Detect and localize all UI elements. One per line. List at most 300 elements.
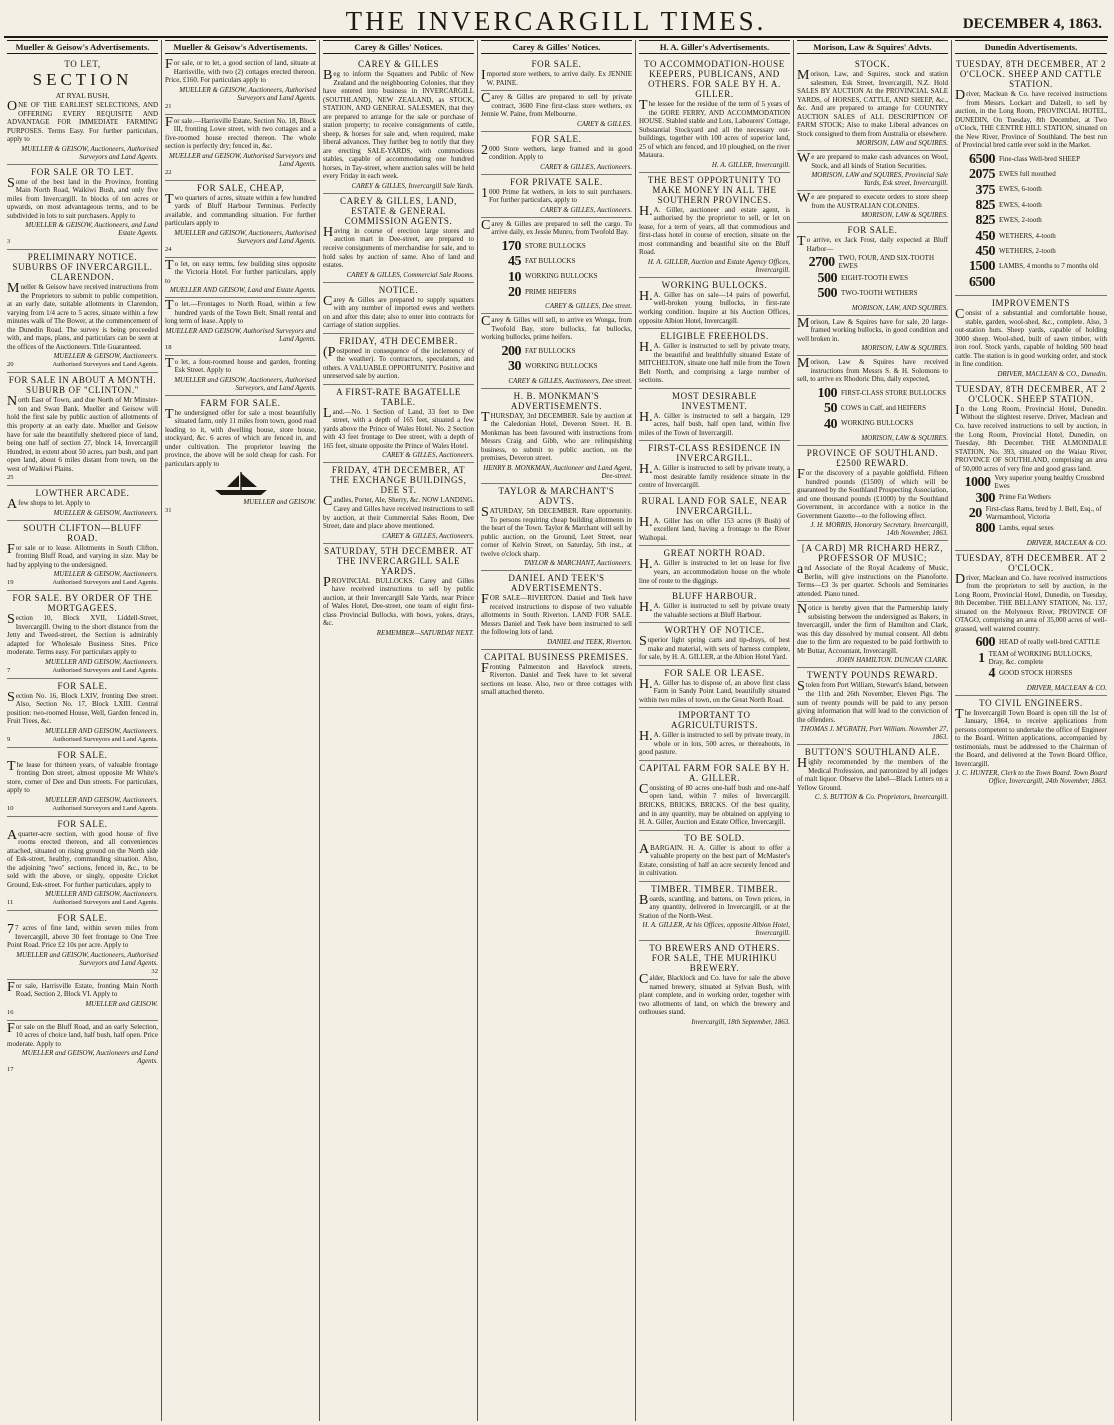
stock-lot <box>797 417 948 432</box>
lot-quantity: 30 <box>508 359 521 375</box>
ad-signature: MUELLER & GEISOW, Auctioneers, Authorised Surveyors and Land Agents. <box>21 144 158 161</box>
lot-description: WORKING BULLOCKS <box>525 362 598 371</box>
advertisement <box>797 57 948 151</box>
column-heading: H. A. Giller's Advertisements. <box>639 40 790 54</box>
ad-signature: J. C. HUNTER, Clerk to the Town Board. Town Board Office, Invercargill, 24th November, 1863. <box>955 769 1107 786</box>
ad-signature: MORISON, LAW, AND SQUIRES. <box>851 303 948 312</box>
ad-heading: SATURDAY, 5TH DECEMBER. AT THE INVERCARGILL SALE YARDS. <box>324 545 473 576</box>
ad-footer-note: Authorised Surveyors and Land Agents. <box>52 361 158 369</box>
ad-body: To arrive, ex Jack Frost, daily expected at Bluff Harbor— <box>797 234 948 253</box>
ad-ref-number: 10 <box>7 804 14 812</box>
ad-body: Consist of a substantial and comfortable house, stable, garden, wool-shed, &c., complete. Also, 3 out-station huts. Sheep yards, capable of holding 3000 sheep. Wool-shed, built of sawn timber, with iron roof. Stock yards, capable of holding 500 head cattle. The station is in good working order, and stock in fine condition. <box>955 307 1107 369</box>
lot-description: FAT BULLOCKS <box>525 346 576 355</box>
ad-heading: THE BEST OPPORTUNITY TO MAKE MONEY IN ALL THE SOUTHERN PROVINCES. <box>647 174 782 205</box>
ad-body: In the Long Room, Provincial Hotel, Dunedin. Without the slightest reserve. Driver, Maclean and Co. have received instructions to sell by auction, in the Long Room, Provincial Hotel, Dunedin, on Tuesday, 8th December. THE ALMONDALE STATION, No. 393, situated on the Waiau River, PROVINCE OF SOUTHLAND, comprising an area of 50,000 acres of very fine and good grass land. <box>955 402 1107 473</box>
ad-heading: TAYLOR & MARCHANT'S ADVTS. <box>498 485 615 506</box>
lot-description: HEAD of really well-bred CATTLE <box>999 638 1101 647</box>
stock-lot <box>797 286 948 301</box>
advertisement <box>165 396 316 519</box>
lot-description: PRIME HEIFERS <box>525 287 577 296</box>
ad-footer-note: 32 <box>151 967 158 975</box>
ad-heading: H. B. MONKMAN'S ADVERTISEMENTS. <box>510 390 603 411</box>
ad-heading: TUESDAY, 8TH DECEMBER, AT 2 O'CLOCK. SHEEP AND CATTLE STATION. <box>955 59 1107 89</box>
ad-body: Afew shops to let. Apply to <box>7 497 91 513</box>
ad-heading: STOCK. <box>854 59 891 69</box>
ad-heading: IMPORTANT TO AGRICULTURISTS. <box>671 710 758 731</box>
ad-heading: TO LET, <box>64 59 101 69</box>
advertisement <box>481 571 632 650</box>
advertisement <box>797 223 948 315</box>
advertisement <box>481 650 632 700</box>
advertisement <box>639 389 790 442</box>
ad-display-title: SECTION <box>32 70 133 89</box>
advertisement <box>639 441 790 494</box>
lot-quantity: 20 <box>508 285 521 301</box>
ad-footer <box>7 361 158 369</box>
ad-heading: FRIDAY, 4TH DECEMBER. <box>339 335 458 346</box>
column-heading: Carey & Gilles' Notices. <box>323 40 474 54</box>
lot-quantity: 500 <box>817 270 837 286</box>
lot-description: WORKING BULLOCKS <box>841 419 914 428</box>
advertisement <box>639 666 790 709</box>
ad-heading: FIRST-CLASS RESIDENCE IN INVERCARGILL. <box>648 443 781 464</box>
ad-body: Mueller & Geisow have received instructions from the Proprietors to submit to public competition, at an early date, suitable allotments in Clarendon, varying from 1/4 acre to 5 acres, situate within a few minutes walk of The Bower, at the commencement of the Dunedin Road. The survey is being proceeded with, and maps, plans, and particulars can be seen at the offices of the Auctioneers. Title Guaranteed. <box>7 281 158 351</box>
ad-body: Superior light spring carts and tip-drays, of best make and material, with sets of harness complete, for sale, by H. A. GILLER, at the Albion Hotel Yard. <box>639 634 790 662</box>
ad-body: The lessee for the residue of the term of 5 years of the GORE FERRY, AND ACCOMMODATION HOUSE. Stabled stable and Lots, Labourers' Cottage, Substantial Stockyard and all the necessary out-buildings, together with 100 acres of superior land, 25 of which are fenced, and 10 ploughed, on the river Mataura. <box>639 98 790 160</box>
stock-lot <box>955 183 1107 198</box>
lot-description: COWS in Calf, and HEIFERS <box>841 404 926 413</box>
ad-signature: MUELLER AND GEISOW, Authorised Surveyors and Land Agents. <box>165 326 316 343</box>
ad-body: For sale.—Harrisville Estate, Section No. 18, Block III, fronting Lowe street, with two cottages and a five-roomed house erected thereon. The whole section is perfectly dry; fenced in, &c. <box>165 114 316 151</box>
ad-signature: Invercargill, 18th September, 1863. <box>691 1017 790 1026</box>
ad-heading: FOR SALE, CHEAP, <box>196 182 285 193</box>
ad-heading: NOTICE. <box>378 284 419 295</box>
ad-footer <box>7 736 158 744</box>
stock-lot <box>481 254 632 269</box>
stock-lot <box>481 285 632 300</box>
ad-subtitle: AT RYAL BUSH, <box>55 91 110 100</box>
advertisement <box>639 882 790 942</box>
ad-body: Having in course of erection large stores and auction mart in Dee-street, are prepared to receive consignments of merchandise for sale, and to hold sales by auction of same. Also of land and estates. <box>323 224 474 270</box>
ad-body: For sale, or to let, a good section of land, situate at Harrisville, with two (2) cottages erected thereon. Price, £160. For particulars apply to <box>165 57 316 85</box>
ad-heading: FOR SALE OR LEASE. <box>664 667 765 678</box>
lot-description: FAT BULLOCKS <box>525 257 576 266</box>
ad-body: H.A. Giller is instructed to let on lease for five years, an accommodation house on the whole line of route to the diggings. <box>639 557 790 585</box>
ad-ref-number: 21 <box>165 102 172 110</box>
ad-ref-number: 17 <box>7 1066 14 1074</box>
ad-body: H.A. Giller is instructed to sell by private treaty, the beautiful and healthfully situated Estate of MITCHELTON, situate one half mile from the Town Belt North, and comprising a large number of sections. <box>639 340 790 385</box>
advertisement <box>639 589 790 623</box>
ad-body: Morison, Law & Squires have for sale, 20 large-framed working bullocks, in good condition and well broken in. <box>797 315 948 343</box>
ad-heading: TIMBER. TIMBER. TIMBER. <box>651 883 778 894</box>
lot-quantity: 300 <box>975 490 995 506</box>
ad-heading: TO CIVIL ENGINEERS. <box>979 697 1083 708</box>
ad-heading: IMPROVEMENTS <box>991 298 1071 309</box>
ad-ref-number: 19 <box>7 579 14 587</box>
ad-signature: H. A. GILLER, Auction and Estate Agency Offices, Invercargill. <box>647 257 790 274</box>
ad-ref-number: 31 <box>165 507 172 515</box>
column-4 <box>478 40 636 1421</box>
ad-body: 77 acres of fine land, within seven miles from Invercargill, above 30 feet frontage to One Tree Point Road. Price £2 10s per acre. Apply to <box>7 922 158 950</box>
lot-quantity: 800 <box>975 521 995 537</box>
ad-signature: MUELLER & GEISOW, Auctioneers, and Land Estate Agents. <box>25 221 158 238</box>
masthead <box>4 4 1108 38</box>
ad-signature: CAREY & GILLES, Auctioneers. <box>540 205 632 214</box>
ad-heading: FOR SALE. <box>57 818 108 829</box>
stock-lot-list <box>955 475 1107 537</box>
ad-body: For sale on the Bluff Road, and an early Selection, 10 acres of choice land, half bush, half open. Price moderate. Apply to <box>7 1020 158 1048</box>
ad-footer <box>165 246 316 254</box>
stock-lot-list <box>481 344 632 375</box>
ad-body: For the discovery of a payable goldfield. Fifteen hundred pounds (£1500) of which will be guaranteed by the Southland Prospecting Association, and one thousand pounds (£1000) by the Southland Government, in accordance with a notice in the Government Gazette—to the following effect. <box>797 466 948 520</box>
ad-footer <box>7 968 158 976</box>
newspaper-columns <box>4 40 1110 1421</box>
advertisement <box>323 283 474 334</box>
ad-heading: WORKING BULLOCKS. <box>661 279 768 290</box>
newspaper-title: THE INVERCARGILL TIMES. <box>345 6 767 36</box>
advertisement <box>323 544 474 640</box>
ad-signature: CAREY & GILLES, Auctioneers. <box>540 162 632 171</box>
ad-footer-note: Authorised Surveyors and Land Agents. <box>52 899 158 907</box>
ad-body: Two quarters of acres, situate within a few hundred yards of Bluff Harbour Terminus. Perfectly available, and commanding situation. For further particulars apply to <box>165 191 316 228</box>
stock-lot <box>955 213 1107 228</box>
advertisement <box>955 57 1107 296</box>
ad-body: To let, a four-roomed house and garden, fronting Esk Street. Apply to <box>165 355 316 375</box>
ad-signature: MUELLER AND GEISOW, Land and Estate Agents. <box>169 286 316 295</box>
advertisement <box>797 316 948 357</box>
ad-heading: PROVINCE OF SOUTHLAND. £2500 REWARD. <box>806 447 939 468</box>
lot-quantity: 100 <box>817 385 837 401</box>
lot-description: Very superior young healthy Crossbred Ewes <box>994 474 1105 490</box>
lot-quantity: 500 <box>817 286 837 302</box>
ad-body: FOR SALE—RIVERTON. Daniel and Teek have received instructions to dispose of two valuable allotments in South Riverton. LAND FOR SALE. Messrs Daniel and Teek have been instructed to sell the following lots of land. <box>481 592 632 637</box>
advertisement <box>797 191 948 223</box>
ad-signature: DRIVER, MACLEAN & CO. <box>1026 683 1107 692</box>
stock-lot <box>955 475 1107 490</box>
column-heading: Carey & Gilles' Notices. <box>481 40 632 54</box>
lot-description: EWES, 4-tooth <box>999 200 1042 209</box>
column-3 <box>320 40 478 1421</box>
column-7 <box>952 40 1110 1421</box>
ad-heading: MOST DESIRABLE INVESTMENT. <box>672 390 757 411</box>
ad-heading: TWENTY POUNDS REWARD. <box>806 670 938 681</box>
ad-heading: CAREY & GILLES, LAND, ESTATE & GENERAL COMMISSION AGENTS. <box>339 195 457 226</box>
ad-signature: MUELLER and GEISOW, Auctioneers and Land Agents. <box>21 1049 158 1066</box>
advertisement <box>323 57 474 194</box>
stock-lot <box>955 635 1107 650</box>
advertisement <box>481 175 632 218</box>
ad-heading: FOR SALE OR TO LET. <box>31 166 134 177</box>
column-heading: Morison, Law & Squires' Advts. <box>797 40 948 54</box>
ad-signature: DRIVER, MACLEAN & CO., Dunedin. <box>997 369 1107 378</box>
ad-body: To let.—Frontages to North Road, within a few hundred yards of the Town Belt. Small rental and long term of lease. Apply to <box>165 298 316 326</box>
ad-heading: CAPITAL BUSINESS PREMISES. <box>484 651 629 662</box>
ad-signature: H. A. GILLER, Invercargill. <box>711 160 790 169</box>
ad-signature: MORISON, LAW and SQUIRES. <box>856 139 948 148</box>
ad-signature: MORISON, LAW & SQUIRES. <box>861 433 948 442</box>
lot-quantity: 170 <box>501 238 521 254</box>
ad-signature: MUELLER & GEISOW, Auctioneers. <box>53 352 158 361</box>
advertisement <box>7 679 158 748</box>
advertisement <box>797 745 948 804</box>
stock-lot <box>955 152 1107 167</box>
lot-description: GOOD STOCK HORSES <box>999 669 1073 678</box>
advertisement <box>639 494 790 547</box>
ad-body: Carey & Gilles are prepared to sell by private contract, 3600 Fine first-class store wethers, ex Jennie W. Paine, from Melbourne. <box>481 91 632 119</box>
lot-quantity: 6500 <box>969 151 995 167</box>
ad-body: and Associate of the Royal Academy of Music, Berlin, will give instructions on the Pianoforte. Terms—£3 3s per quarter. Schools and Seminaries attended. Piano tuned. <box>797 562 948 598</box>
ad-body: Morison, Law & Squires have received instructions from Messrs S. & H. Solomons to sell, to arrive ex Rhodoric Dhu, daily expected, <box>797 356 948 384</box>
advertisement <box>323 194 474 283</box>
lot-description: TWO, FOUR, AND SIX-TOOTH EWES <box>838 254 934 271</box>
lot-description: Lambs, equal sexes <box>999 524 1054 533</box>
stock-lot <box>955 229 1107 244</box>
stock-lot <box>955 651 1107 666</box>
advertisement <box>481 389 632 484</box>
lot-description: LAMBS, 4 months to 7 months old <box>999 262 1098 271</box>
lot-quantity: 2075 <box>969 167 995 183</box>
stock-lot <box>955 666 1107 681</box>
stock-lot-list <box>955 635 1107 681</box>
advertisement <box>639 761 790 831</box>
ad-heading: FOR SALE. <box>57 680 108 691</box>
ad-body: Driver, Maclean and Co. have received instructions from the proprietors to sell by auction, in the Long Room, Provincial Hotel, Dunedin, on Tuesday, 8th December. THE BELLANY STATION, No. 137, situated on the Molyneux River, PROVINCE OF OTAGO, comprising an area of 35,000 acres of well-grassed, well watered country. <box>955 571 1107 633</box>
ad-footer <box>165 344 316 352</box>
ad-ref-number: 24 <box>165 245 172 253</box>
ad-body: 2000 Store wethers, large framed and in good condition. Apply to <box>481 142 632 162</box>
ad-heading: TO ACCOMMODATION-HOUSE KEEPERS, PUBLICANS, AND OTHERS. FOR SALE BY H. A. GILLER. <box>644 59 785 99</box>
ad-body: H.A. Giller has on sale—14 pairs of powerful, well-broken young bullocks, in first-rate working condition. Inquire at his Auction Offices, opposite Albion Hotel, Invercargill. <box>639 288 790 325</box>
lot-quantity: 45 <box>508 254 521 270</box>
ad-heading: CAREY & GILLES <box>357 59 440 69</box>
ad-ref-number: 3 <box>7 238 11 246</box>
advertisement <box>481 132 632 175</box>
ad-signature: CAREY & GILLES, Auctioneers, Dee street. <box>508 376 632 385</box>
ad-heading: PRELIMINARY NOTICE. SUBURBS OF INVERCARGILL. CLARENDON. <box>12 252 153 283</box>
advertisement <box>797 541 948 602</box>
stock-lot <box>797 271 948 286</box>
advertisement <box>165 298 316 356</box>
ad-signature: MUELLER AND GEISOW, Auctioneers. <box>45 795 158 804</box>
ad-signature: MUELLER AND GEISOW, Auctioneers. <box>45 726 158 735</box>
ad-body: H.A. Giller, auctioneer and estate agent, is authorised by the proprietor to sell, or let on lease, for a term of years, all that commodious and first-class hotel in course of erection, situate on the most commanding and beautiful site on the Bluff Road. <box>639 203 790 257</box>
ad-footer <box>7 579 158 587</box>
lot-description: TEAM of WORKING BULLOCKS, Dray, &c. complete <box>988 649 1092 666</box>
advertisement <box>797 602 948 668</box>
lot-quantity: 4 <box>988 666 995 682</box>
lot-quantity: 2700 <box>808 255 835 271</box>
advertisement <box>165 356 316 396</box>
stock-lot <box>955 491 1107 506</box>
lot-quantity: 1500 <box>969 259 995 275</box>
ad-signature: J. H. MORRIS, Honorary Secretary. Invercargill, 14th November, 1863. <box>810 521 948 538</box>
ad-signature: MUELLER and GEISOW, Auctioneers, Authorised Surveyors, and Land Agents. <box>174 375 316 392</box>
column-heading: Mueller & Geisow's Advertisements. <box>165 40 316 54</box>
ad-heading: TO BREWERS AND OTHERS. FOR SALE, THE MURIHIKU BREWERY. <box>649 943 780 974</box>
ad-signature: JOHN HAMILTON. DUNCAN CLARK. <box>836 656 948 665</box>
ad-footer <box>7 1066 158 1074</box>
ship-icon <box>211 470 271 496</box>
ad-body: Beg to inform the Squatters and Public of New Zealand and the neighbouring Colonies, that they have entered into business in INVERCARGILL (SOUTHLAND), NEW ZEALAND, as STOCK, STATION, AND GENERAL SALESMEN, that they are prepared to arrange for the sale or purchase of station property; to receive consignments of cattle, sheep, & horses for sale and, when required, make liberal advances. They further beg to notify that they are erecting SALE-YARDS, with commodious stables, capable of accommodating one hundred horses, in Tay-street, where auction sales will be held every Friday in each week. <box>323 68 474 181</box>
ad-signature: MUELLER & GEISOW, Auctioneers, Authorised Surveyors and Land Agents. <box>179 85 316 102</box>
ad-signature: CAREY & GILLES. <box>576 119 632 128</box>
stock-lot-list <box>797 255 948 301</box>
advertisement <box>639 546 790 589</box>
ad-heading: FOR SALE. <box>57 749 108 760</box>
ad-ref-number: 7 <box>7 666 11 674</box>
lot-description: EWES full mouthed <box>999 169 1056 178</box>
stock-lot <box>797 255 948 270</box>
ad-signature: MORISON, LAW & SQUIRES. <box>861 211 948 220</box>
stock-lot-list <box>955 152 1107 291</box>
ad-body: The lease for thirteen years, of valuable frontage fronting Don street, almost opposite Mr White's store, corner of Dee and Dun streets. For particulars, apply to <box>7 758 158 795</box>
ad-body: H.A. Giller is instructed to sell a bargain, 129 acres, half bush, half open land, within five miles of the Town of Invercargill. <box>639 409 790 437</box>
column-heading: Dunedin Advertisements. <box>955 40 1107 54</box>
stock-lot <box>955 275 1107 290</box>
advertisement <box>7 165 158 251</box>
lot-description: First-class Rams, bred by J. Bell, Esq., of Warrnambool, Victoria <box>985 504 1102 521</box>
ad-heading: TO BE SOLD. <box>684 832 745 843</box>
ad-signature: MUELLER & GEISOW, Auctioneers. <box>53 570 158 579</box>
ad-body: THURSDAY, 3rd DECEMBER. Sale by auction at the Caledonian Hotel, Deveron Street. H. B. Monkman has been favoured with instructions from Messrs Craig and Gibb, who are relinquishing business, to submit to public auction, on the premises, Deveron street. <box>481 409 632 463</box>
stock-lot-list <box>797 386 948 432</box>
advertisement <box>7 1021 158 1078</box>
ad-signature: CAREY & GILLES, Dee street. <box>545 302 632 311</box>
ad-signature: CAREY & GILLES, Auctioneers. <box>382 451 474 460</box>
ad-signature: MUELLER and GEISOW, Auctioneers, Authorised Surveyors and Land Agents. <box>174 228 316 245</box>
lot-quantity: 825 <box>975 197 995 213</box>
column-1 <box>4 40 162 1421</box>
ad-body: Fronting Palmerston and Havelock streets, Riverton. Daniel and Teek have to let several sections on lease. Also, two or three cottages with small attached thereto. <box>481 660 632 697</box>
ad-footer <box>7 899 158 907</box>
ad-body: Stolen from Port William, Stewart's Island, between the 11th and 26th November, Eleven Pigs. The sum of twenty pounds will be paid to any person giving information that will lead to the conviction of the offenders. <box>797 679 948 724</box>
ad-signature: DRIVER, MACLEAN & CO. <box>1026 538 1107 547</box>
ad-body: North East of Town, and due North of Mr Minster-ton and Swan Bank. Mueller and Geisow will hold the first sale by public auction of allotments of this property at an early date. Mueller and Geisow have for sale the beautifully sheltered piece of land, being one half of section 27, block 14, Invercargill Hundred, in extent about 50 acres, part bush, and part open land, about 6 miles distant from town, on the west of Waikiwi Plains. <box>7 394 158 473</box>
advertisement <box>7 521 158 592</box>
ad-body: We are prepared to make cash advances on Wool, Stock, and all kinds of Station Securities. <box>797 151 948 170</box>
advertisement <box>639 278 790 329</box>
advertisement <box>797 151 948 191</box>
ad-footer <box>165 169 316 177</box>
ad-body: The Invercargill Town Board is open till the 1st of January, 1864, to receive applications from persons competent to undertake the office of Engineer to the Board. Written applications, accompanied by testimonials, must be addressed to the Chairman of the Board, and delivered at the Town Board Office, Invercargill. <box>955 706 1107 768</box>
advertisement <box>797 446 948 541</box>
lot-quantity: 1000 <box>964 475 991 491</box>
ad-heading: BLUFF HARBOUR. <box>672 591 757 602</box>
issue-date: DECEMBER 4, 1863. <box>962 16 1102 32</box>
stock-lot <box>955 167 1107 182</box>
advertisement <box>639 941 790 1029</box>
ad-heading: WORTHY OF NOTICE. <box>664 625 765 636</box>
advertisement <box>7 250 158 373</box>
ad-footer <box>7 238 158 246</box>
ad-heading: A FIRST-RATE BAGATELLE TABLE. <box>336 386 461 407</box>
advertisement <box>639 831 790 882</box>
ad-heading: DANIEL AND TEEK'S ADVERTISEMENTS. <box>508 573 605 594</box>
advertisement <box>639 57 790 173</box>
stock-lot <box>955 259 1107 274</box>
ad-signature: MUELLER and GEISOW, Authorised Surveyors and Land Agents. <box>169 151 316 168</box>
stock-lot <box>955 521 1107 536</box>
ad-signature: REMEMBER—SATURDAY NEXT. <box>376 628 474 637</box>
advertisement <box>639 173 790 278</box>
stock-lot-list <box>481 239 632 301</box>
lot-quantity: 450 <box>975 244 995 260</box>
ad-heading: LOWTHER ARCADE. <box>35 488 130 499</box>
ad-body: (Postponed in consequence of the inclemency of the weather). To contractors, speculators, and others. A VALUABLE OPPORTUNITY. Positive and unreserved sale by auction. <box>323 344 474 381</box>
ad-footer <box>7 1009 158 1017</box>
ad-body: Some of the best land in the Province, fronting Main North Road, Waikiwi Bush, and only five miles from Invercargill. In blocks of ten acres or upwards, on most advantageous terms, and to be subdivided in lots to suit purchasers. Apply to <box>7 175 158 220</box>
ad-heading: FOR SALE. <box>847 225 898 236</box>
ad-signature: MUELLER and GEISOW. <box>243 498 316 507</box>
stock-lot <box>797 386 948 401</box>
advertisement <box>481 484 632 571</box>
ad-body: H.A. Giller is instructed to sell by private treaty, in whole or in lots, 500 acres, or thereabouts, in good pasture. <box>639 729 790 757</box>
ad-footer <box>7 667 158 675</box>
lot-description: EWES, 6-tooth <box>999 185 1042 194</box>
advertisement <box>7 57 158 165</box>
stock-lot <box>481 344 632 359</box>
ad-heading: FOR SALE. <box>531 133 582 144</box>
advertisement <box>7 591 158 679</box>
ad-body: Imported store wethers, to arrive daily. Ex JENNIE W. PAINE. <box>481 68 632 87</box>
ad-signature: CAREY & GILLES, Auctioneers. <box>382 531 474 540</box>
ad-heading: SOUTH CLIFTON—BLUFF ROAD. <box>23 522 142 543</box>
ad-body: Calder, Blacklock and Co. have for sale the above named brewery, situated at Sylvan Bush, with plant complete, and in working order, together with two allotments of land, on which the brewery and outhouses stand. <box>639 972 790 1017</box>
advertisement <box>639 329 790 389</box>
ad-body: For sale or to lease. Allotments in South Clifton, fronting Bluff Road, and varying in size. May be had by applying to the undersigned. <box>7 541 158 569</box>
ad-footer-note: Authorised Surveyors and Land Agents. <box>52 804 158 812</box>
ad-footer-note: Authorised Surveyors and Land Agents. <box>52 579 158 587</box>
ad-heading: FOR PRIVATE SALE. <box>510 176 603 187</box>
advertisement <box>955 696 1107 789</box>
ad-signature: HENRY B. MONKMAN, Auctioneer and Land Agent, Dee-street. <box>483 463 632 480</box>
ad-signature: TAYLOR & MARCHANT, Auctioneers. <box>523 559 632 568</box>
ad-ref-number: 22 <box>165 168 172 176</box>
ad-signature: DANIEL and TEEK, Riverton. <box>547 637 632 646</box>
ad-body: Highly recommended by the members of the Medical Profession, and patronized by all judges of malt liquor. Observe the label—Black Letters on a Yellow Ground. <box>797 756 948 792</box>
ad-heading: FOR SALE. <box>57 913 108 924</box>
ad-heading: GREAT NORTH ROAD. <box>663 548 766 559</box>
ad-signature: C. S. BUTTON & Co. Proprietors, Invercargill. <box>814 793 948 802</box>
lot-description: TWO-TOOTH WETHERS <box>841 289 918 298</box>
lot-quantity: 600 <box>975 635 995 651</box>
ad-footer <box>165 103 316 111</box>
lot-description: Fine-class Well-bred SHEEP <box>999 154 1080 163</box>
ad-body: Section 10, Block XVII, Liddell-Street, Invercargill. Owing to the short distance from the Jetty and Tweed-street, the Section is admirably adapted for Wholesale Business Sites. Price moderate. Terms easy. For particulars apply to <box>7 612 158 657</box>
ad-heading: TUESDAY, 8TH DECEMBER. AT 2 O'CLOCK. <box>955 552 1107 573</box>
advertisement <box>797 668 948 745</box>
advertisement <box>7 373 158 486</box>
ad-heading: BUTTON'S SOUTHLAND ALE. <box>804 747 941 758</box>
advertisement <box>481 314 632 388</box>
advertisement <box>165 115 316 181</box>
ad-body: H.A. Giller has on offer 153 acres (8 Bush) of excellent land, having a frontage to the River Waihopai. <box>639 514 790 542</box>
ad-heading: CAPITAL FARM FOR SALE BY H. A. GILLER. <box>639 762 790 783</box>
ad-heading: RURAL LAND FOR SALE, NEAR INVERCARGILL. <box>641 495 788 516</box>
advertisement <box>165 181 316 258</box>
ad-ref-number: 18 <box>165 343 172 351</box>
lot-quantity: 200 <box>501 344 521 359</box>
advertisement <box>7 817 158 912</box>
lot-description: EWES, 2-tooth <box>999 216 1042 225</box>
advertisement <box>955 551 1107 696</box>
advertisement <box>7 980 158 1021</box>
ad-signature: MUELLER & GEISOW, Auctioneers. <box>53 508 158 517</box>
ad-body: H.A. Giller is instructed to sell by private treaty the valuable sections at Bluff Harbour. <box>639 600 790 619</box>
stock-lot <box>955 506 1107 521</box>
ad-heading: FARM FOR SALE. <box>200 397 281 408</box>
lot-quantity: 6500 <box>969 274 995 290</box>
